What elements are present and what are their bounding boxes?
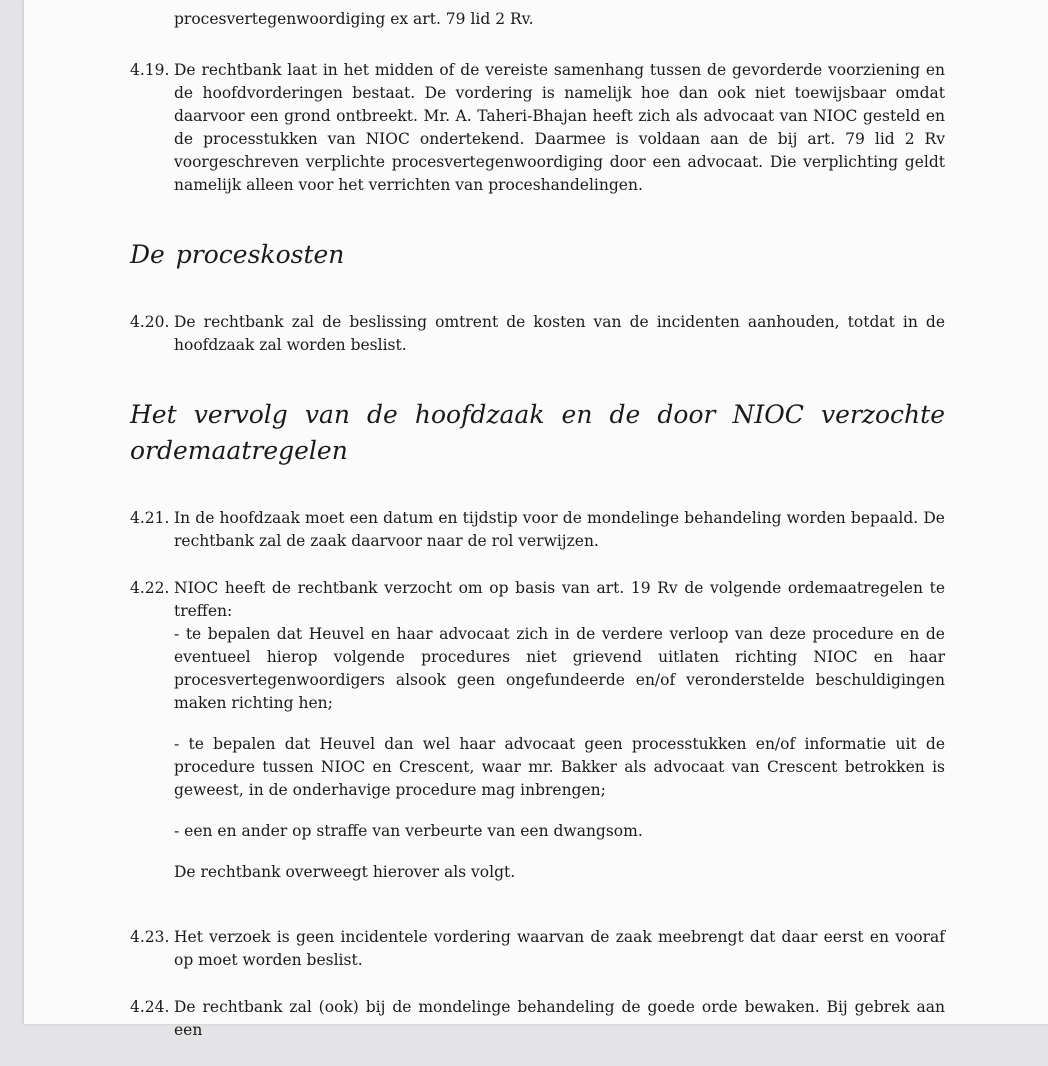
paragraph-text: NIOC heeft de rechtbank verzocht om op basis van art. 19 Rv de volgende ordemaatregelen te treffen: - te bepalen dat Heuvel en haar advocaat zich in de verdere verloop van deze procedure en de eventueel hierop volgende procedures niet grievend uitlaten richting NIOC en haar procesvertegenwoordigers alsook geen ongefundeerde en/of veronderstelde beschuldigingen maken richting hen;	[174, 579, 945, 712]
paragraph-number: 4.19.	[130, 61, 170, 79]
paragraph-4-21	[130, 507, 945, 553]
paragraph-4-22	[130, 577, 945, 884]
paragraph-4-24	[130, 996, 945, 1042]
paragraph-body	[174, 577, 945, 884]
section-heading-vervolg-hoofdzaak: Het vervolg van de hoofdzaak en de door NIOC verzochte ordemaatregelen	[130, 400, 945, 465]
paragraph-bullet: - te bepalen dat Heuvel dan wel haar advocaat geen processtukken en/of informatie uit de procedure tussen NIOC en Crescent, waar mr. Bakker als advocaat van Crescent betrokken is geweest, in de onderhavige procedure mag inbrengen;	[174, 735, 945, 799]
paragraph-body	[174, 507, 945, 553]
paragraph-text: De rechtbank laat in het midden of de vereiste samenhang tussen de gevorderde voorziening en de hoofdvorderingen bestaat. De vordering is namelijk hoe dan ook niet toewijsbaar omdat daarvoor een grond ontbreekt. Mr. A. Taheri-Bhajan heeft zich als advocaat van NIOC gesteld en de processtukken van NIOC ondertekend. Daarmee is voldaan aan de bij art. 79 lid 2 Rv voorgeschreven verplichte procesvertegenwoordiging door een advocaat. Die verplichting geldt namelijk alleen voor het verrichten van proceshandelingen.	[174, 61, 945, 194]
paragraph-body	[174, 311, 945, 357]
section-heading-proceskosten: De proceskosten	[130, 240, 345, 269]
paragraph-bullet: - een en ander op straffe van verbeurte van een dwangsom.	[174, 822, 643, 840]
document-page	[24, 0, 1048, 1039]
paragraph-text: De rechtbank zal de beslissing omtrent de kosten van de incidenten aanhouden, totdat in de hoofdzaak zal worden beslist.	[174, 313, 945, 354]
paragraph-4-23	[130, 926, 945, 972]
paragraph-number: 4.24.	[130, 998, 170, 1016]
paragraph-4-20	[130, 311, 945, 357]
paragraph-text: De rechtbank overweegt hierover als volgt.	[174, 863, 516, 881]
paragraph-number: 4.22.	[130, 579, 170, 597]
paragraph-body	[174, 996, 945, 1042]
continuation-text: procesvertegenwoordiging ex art. 79 lid 2 Rv.	[174, 10, 534, 28]
paragraph-number: 4.21.	[130, 509, 170, 527]
document-content	[130, 8, 945, 1066]
paragraph-text: Het verzoek is geen incidentele vordering waarvan de zaak meebrengt dat daar eerst en vooraf op moet worden beslist.	[174, 928, 945, 969]
paragraph-text: De rechtbank zal (ook) bij de mondelinge behandeling de goede orde bewaken. Bij gebrek aan een	[174, 998, 945, 1039]
paragraph-4-19	[130, 59, 945, 197]
paragraph-number: 4.20.	[130, 313, 170, 331]
paragraph-body	[174, 59, 945, 197]
paragraph-text: In de hoofdzaak moet een datum en tijdstip voor de mondelinge behandeling worden bepaald. De rechtbank zal de zaak daarvoor naar de rol verwijzen.	[174, 509, 945, 550]
paragraph-body	[174, 926, 945, 972]
paragraph-number: 4.23.	[130, 928, 170, 946]
